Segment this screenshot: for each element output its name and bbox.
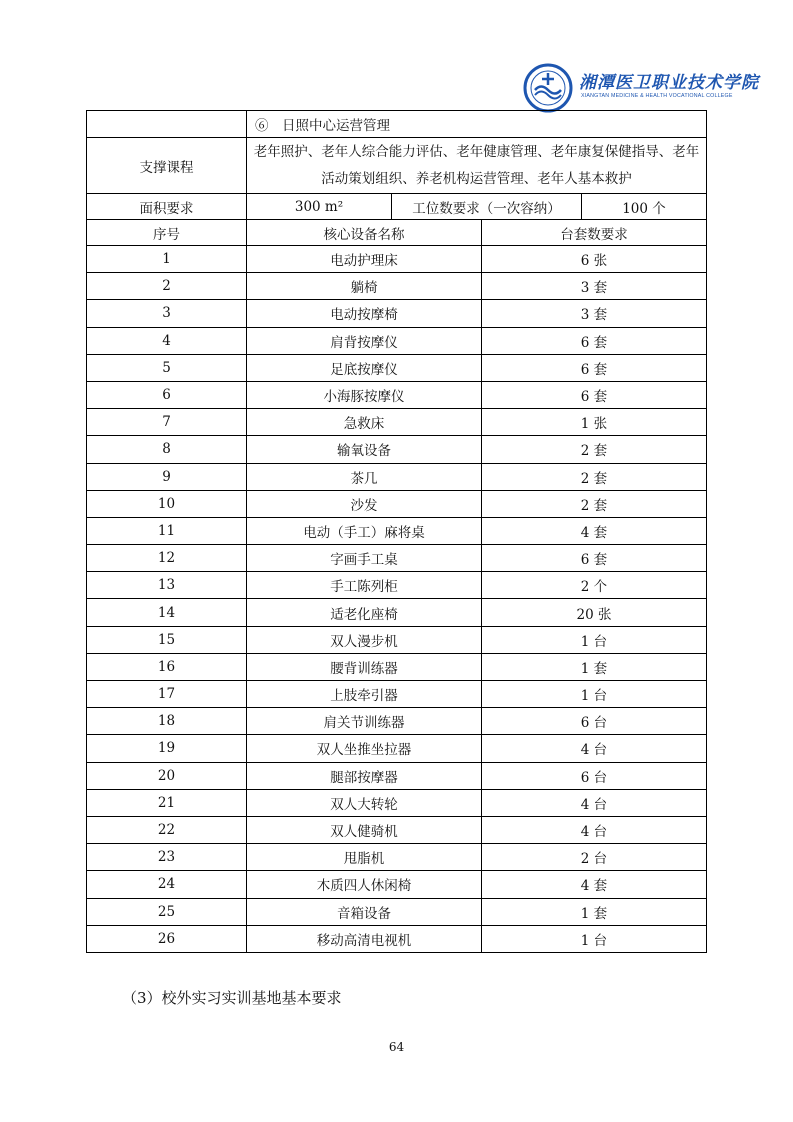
table-row [87, 735, 707, 762]
row-quantity: 4 套 [482, 517, 707, 544]
row-equipment-name: 移动高清电视机 [247, 925, 482, 952]
support-courses-row [87, 138, 707, 194]
row-equipment-name: 双人大转轮 [247, 789, 482, 816]
row-equipment-name: 输氧设备 [247, 436, 482, 463]
row-index: 7 [87, 409, 247, 436]
col-header-equipment: 核心设备名称 [247, 220, 482, 246]
row-equipment-name: 适老化座椅 [247, 599, 482, 626]
row-quantity: 2 套 [482, 436, 707, 463]
row-equipment-name: 茶几 [247, 463, 482, 490]
row-index: 5 [87, 354, 247, 381]
row-index: 22 [87, 816, 247, 843]
station-value: 100 个 [582, 194, 707, 220]
table-row [87, 898, 707, 925]
table-row [87, 490, 707, 517]
row-index: 21 [87, 789, 247, 816]
row-index: 10 [87, 490, 247, 517]
row-index: 18 [87, 708, 247, 735]
table-row [87, 517, 707, 544]
row-index: 4 [87, 327, 247, 354]
table-row [87, 381, 707, 408]
table-row [87, 545, 707, 572]
row-index: 14 [87, 599, 247, 626]
row-index: 23 [87, 844, 247, 871]
row-index: 2 [87, 273, 247, 300]
section-title: （3）校外实习实训基地基本要求 [122, 989, 342, 1007]
support-label: 支撑课程 [87, 138, 247, 194]
table-row [87, 572, 707, 599]
row-equipment-name: 电动护理床 [247, 246, 482, 273]
row-quantity: 4 台 [482, 816, 707, 843]
table-row [87, 681, 707, 708]
table-row [87, 327, 707, 354]
row-index: 13 [87, 572, 247, 599]
row-quantity: 6 台 [482, 762, 707, 789]
row-index: 15 [87, 626, 247, 653]
row-quantity: 2 台 [482, 844, 707, 871]
table-row [87, 871, 707, 898]
row-quantity: 3 套 [482, 273, 707, 300]
table-row [87, 789, 707, 816]
row-equipment-name: 腿部按摩器 [247, 762, 482, 789]
row-equipment-name: 沙发 [247, 490, 482, 517]
table-row [87, 409, 707, 436]
area-value: 300 m² [247, 194, 392, 220]
row-equipment-name: 电动（手工）麻将桌 [247, 517, 482, 544]
support-courses: 老年照护、老年人综合能力评估、老年健康管理、老年康复保健指导、老年活动策划组织、养老机构运营管理、老年人基本救护 [247, 138, 707, 194]
row-equipment-name: 急救床 [247, 409, 482, 436]
row-equipment-name: 手工陈列柜 [247, 572, 482, 599]
row-quantity: 20 张 [482, 599, 707, 626]
row-index: 11 [87, 517, 247, 544]
row-quantity: 6 套 [482, 545, 707, 572]
table-row [87, 626, 707, 653]
table-row [87, 463, 707, 490]
col-header-index: 序号 [87, 220, 247, 246]
row-equipment-name: 上肢牵引器 [247, 681, 482, 708]
row-quantity: 4 台 [482, 789, 707, 816]
row-index: 17 [87, 681, 247, 708]
row-index: 26 [87, 925, 247, 952]
row-quantity: 2 套 [482, 490, 707, 517]
row-equipment-name: 甩脂机 [247, 844, 482, 871]
row-equipment-name: 电动按摩椅 [247, 300, 482, 327]
row-index: 3 [87, 300, 247, 327]
row-quantity: 2 个 [482, 572, 707, 599]
row-equipment-name: 小海豚按摩仪 [247, 381, 482, 408]
row-quantity: 6 套 [482, 327, 707, 354]
row-index: 12 [87, 545, 247, 572]
station-label: 工位数要求（一次容纳） [392, 194, 582, 220]
row-index: 8 [87, 436, 247, 463]
table-row [87, 273, 707, 300]
table-row [87, 599, 707, 626]
table-row [87, 816, 707, 843]
row-quantity: 4 台 [482, 735, 707, 762]
row-quantity: 1 套 [482, 653, 707, 680]
table-row [87, 708, 707, 735]
row-equipment-name: 双人健骑机 [247, 816, 482, 843]
row-quantity: 6 张 [482, 246, 707, 273]
college-emblem-icon [523, 63, 573, 113]
row-equipment-name: 腰背训练器 [247, 653, 482, 680]
logo-chinese-name: 湘潭医卫职业技术学院 [579, 73, 759, 93]
row-index: 1 [87, 246, 247, 273]
table-row [87, 246, 707, 273]
area-label: 面积要求 [87, 194, 247, 220]
column-header-row [87, 220, 707, 246]
row-quantity: 6 套 [482, 381, 707, 408]
table-row [87, 844, 707, 871]
row-equipment-name: 双人坐推坐拉器 [247, 735, 482, 762]
page-number: 64 [388, 1040, 405, 1054]
row-index: 9 [87, 463, 247, 490]
area-row [87, 194, 707, 220]
col-header-quantity: 台套数要求 [482, 220, 707, 246]
row-quantity: 1 张 [482, 409, 707, 436]
row-quantity: 6 套 [482, 354, 707, 381]
row-equipment-name: 木质四人休闲椅 [247, 871, 482, 898]
row-quantity: 1 台 [482, 925, 707, 952]
table-row [87, 436, 707, 463]
row-equipment-name: 肩背按摩仪 [247, 327, 482, 354]
row-equipment-name: 双人漫步机 [247, 626, 482, 653]
center-name-row [87, 111, 707, 138]
row-quantity: 1 套 [482, 898, 707, 925]
table-row [87, 925, 707, 952]
row-quantity: 1 台 [482, 681, 707, 708]
row-equipment-name: 肩关节训练器 [247, 708, 482, 735]
row-quantity: 2 套 [482, 463, 707, 490]
table-row [87, 300, 707, 327]
row-equipment-name: 字画手工桌 [247, 545, 482, 572]
logo-english-name: XIANGTAN MEDICINE & HEALTH VOCATIONAL COLLEGE [581, 93, 733, 99]
college-logo [523, 63, 759, 115]
row-equipment-name: 音箱设备 [247, 898, 482, 925]
row-index: 24 [87, 871, 247, 898]
row-equipment-name: 躺椅 [247, 273, 482, 300]
equipment-table [86, 110, 707, 953]
table-row [87, 653, 707, 680]
row-quantity: 6 台 [482, 708, 707, 735]
row-quantity: 4 套 [482, 871, 707, 898]
row-quantity: 1 台 [482, 626, 707, 653]
table-row [87, 762, 707, 789]
row-index: 19 [87, 735, 247, 762]
center-name: ⑥ 日照中心运营管理 [247, 111, 707, 138]
row-index: 20 [87, 762, 247, 789]
row-index: 16 [87, 653, 247, 680]
row-equipment-name: 足底按摩仪 [247, 354, 482, 381]
row-index: 6 [87, 381, 247, 408]
table-row [87, 354, 707, 381]
row-index: 25 [87, 898, 247, 925]
row-quantity: 3 套 [482, 300, 707, 327]
blank-cell [87, 111, 247, 138]
